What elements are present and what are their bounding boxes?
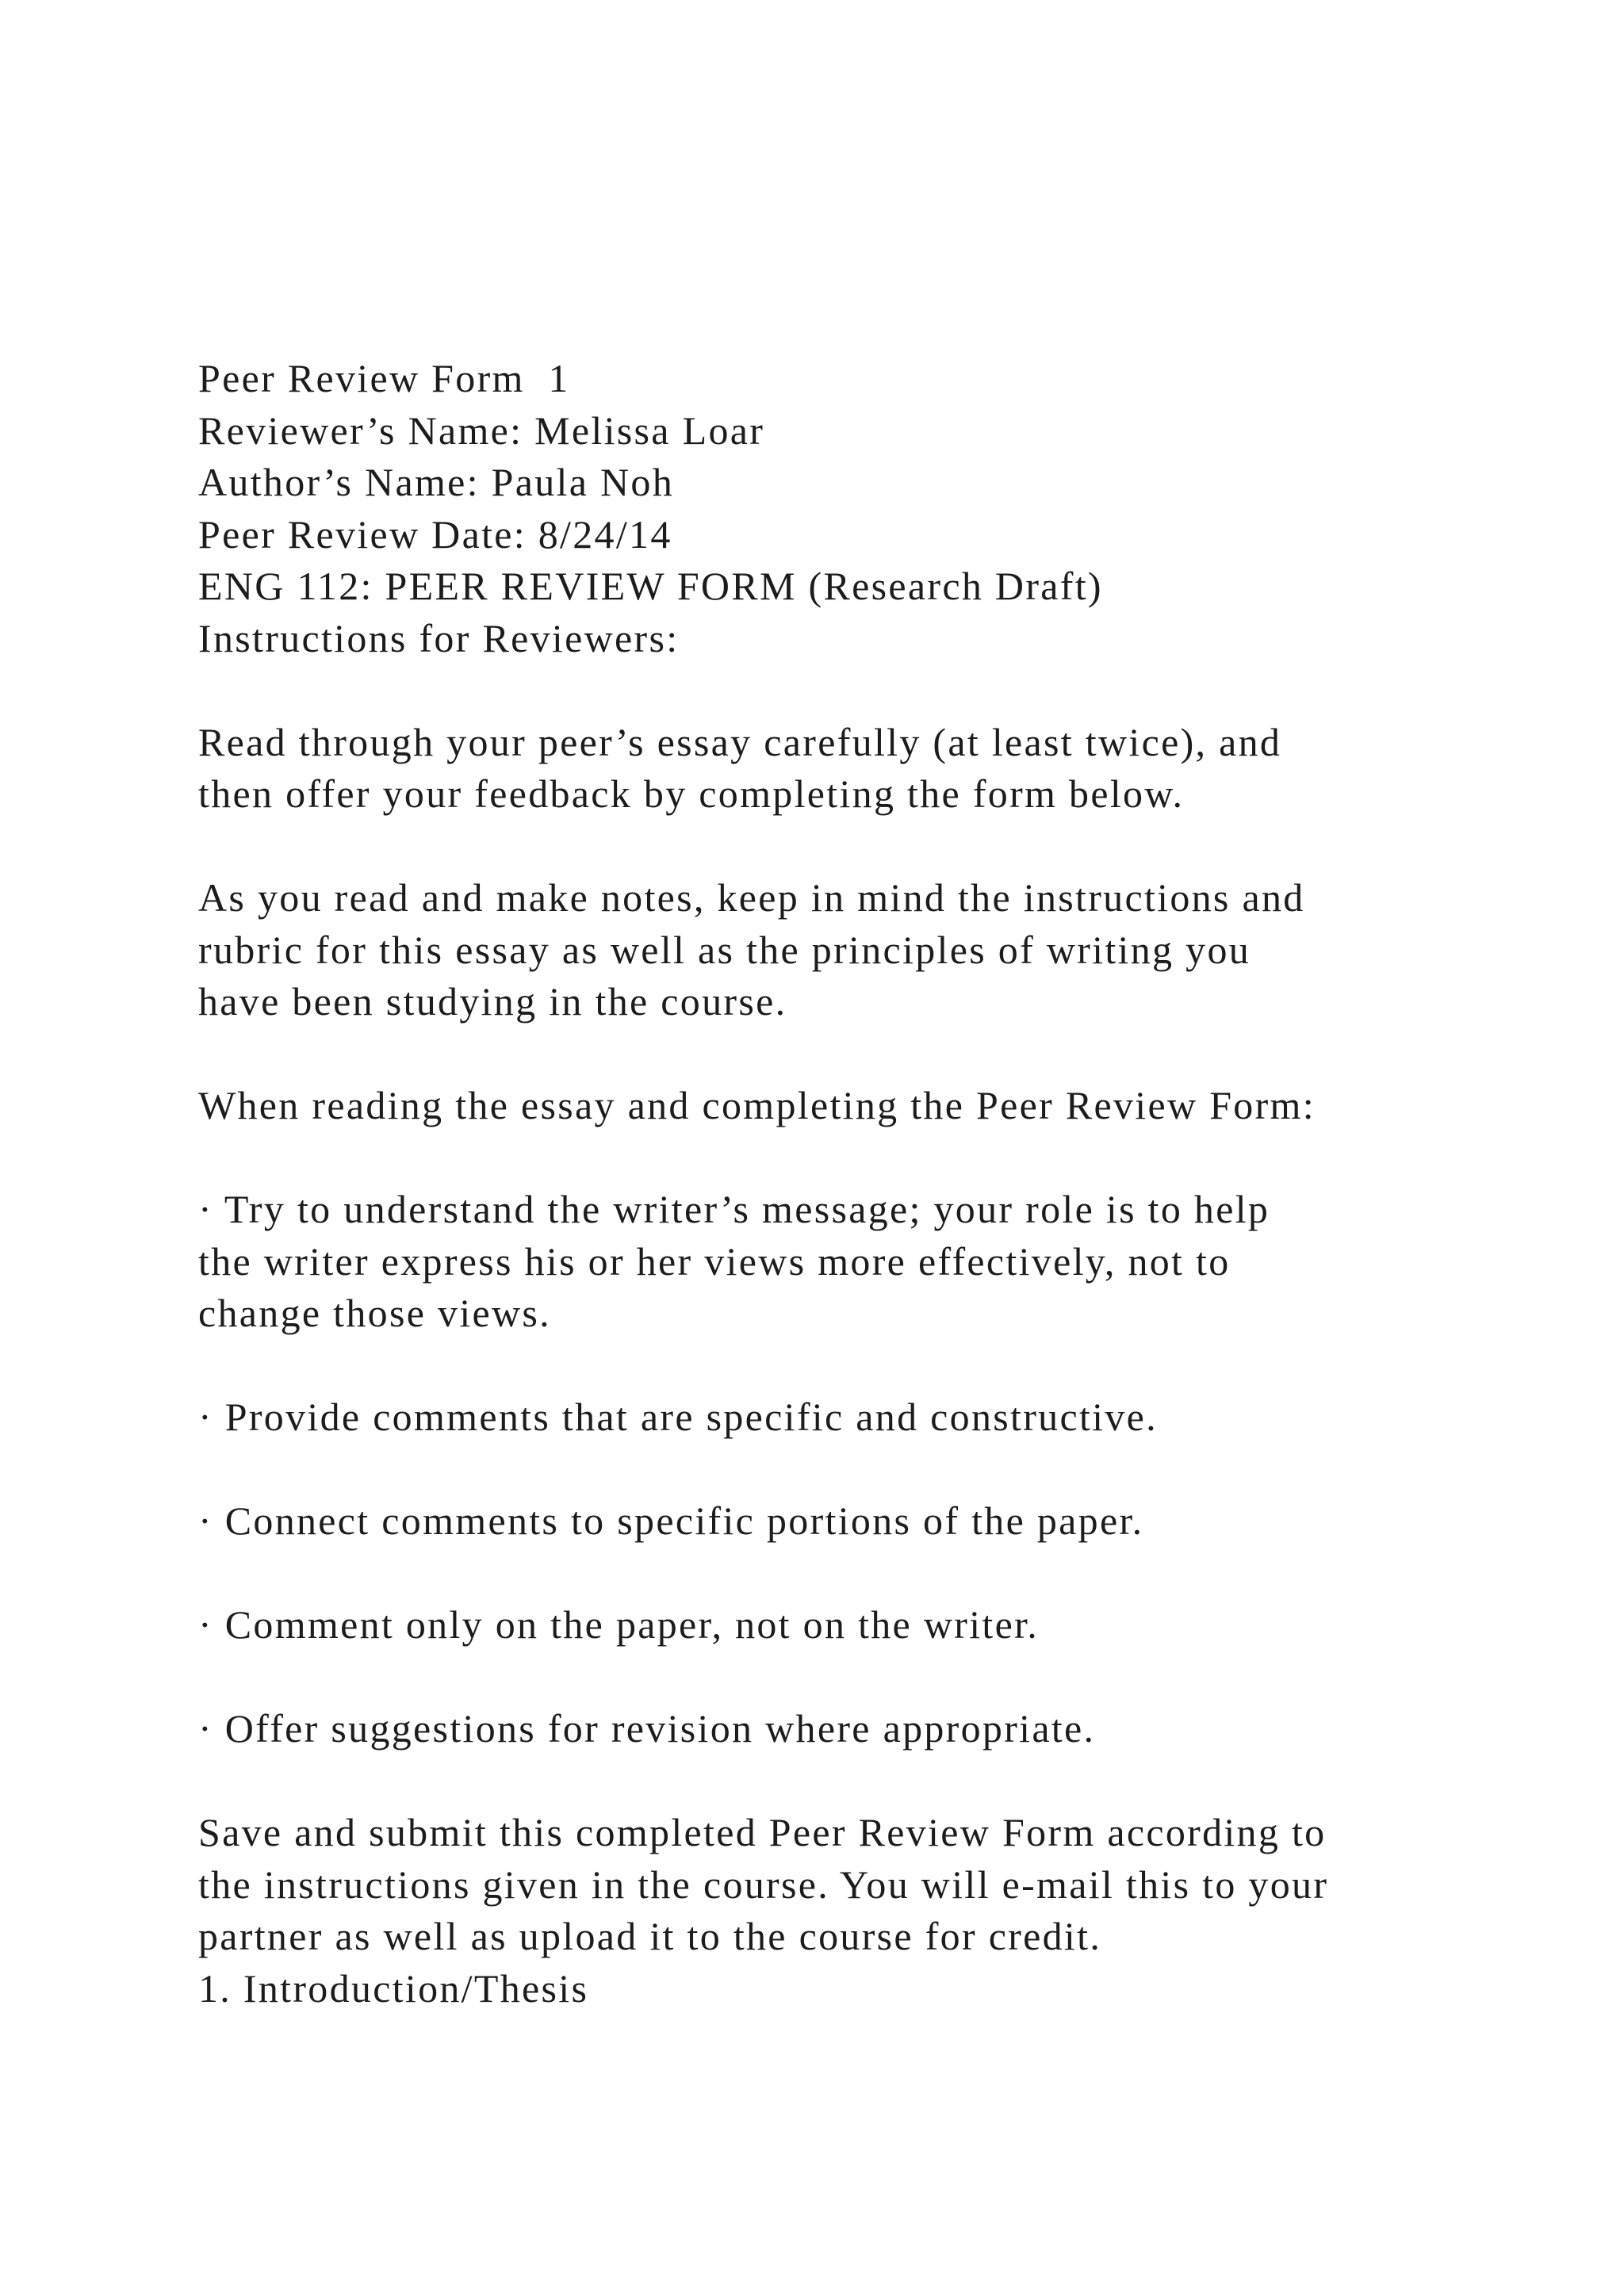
- paragraph-line: have been studying in the course.: [198, 979, 787, 1024]
- paragraph-line: When reading the essay and completing the Peer Review Form:: [198, 1083, 1316, 1127]
- bullet-line: change those views.: [198, 1291, 551, 1335]
- course-form-title: ENG 112: PEER REVIEW FORM (Research Draft): [198, 564, 1103, 608]
- bullet-line: · Provide comments that are specific and constructive.: [198, 1395, 1158, 1439]
- bullet-line: · Comment only on the paper, not on the writer.: [198, 1602, 1040, 1647]
- paragraph-line: then offer your feedback by completing the form below.: [198, 771, 1185, 816]
- section-heading-introduction-thesis: 1. Introduction/Thesis: [198, 1965, 589, 2011]
- bullet-line: · Try to understand the writer’s message; your role is to help: [198, 1187, 1270, 1231]
- paragraph-line: partner as well as upload it to the course for credit.: [198, 1914, 1102, 1958]
- spacer: [198, 1755, 1546, 1808]
- paragraph-as-you-read: [198, 872, 1546, 1028]
- bullet-item-comments: [198, 1391, 1546, 1444]
- paragraph-read-through: [198, 717, 1546, 821]
- spacer: [198, 1444, 1546, 1496]
- spacer: [198, 1132, 1546, 1184]
- bullet-item-comment-paper: [198, 1599, 1546, 1651]
- form-title: Peer Review Form 1: [198, 356, 570, 400]
- bullet-line: · Offer suggestions for revision where appropriate.: [198, 1706, 1096, 1751]
- bullet-line: · Connect comments to specific portions of the paper.: [198, 1498, 1144, 1543]
- paragraph-line: the instructions given in the course. You will e-mail this to your: [198, 1862, 1329, 1907]
- spacer: [198, 1548, 1546, 1600]
- spacer: [198, 821, 1546, 873]
- paragraph-line: Read through your peer’s essay carefully (at least twice), and: [198, 719, 1282, 764]
- spacer: [198, 1651, 1546, 1704]
- bullet-item-understand: [198, 1184, 1546, 1340]
- paragraph-when-reading: [198, 1080, 1546, 1132]
- spacer: [198, 664, 1546, 717]
- instructions-heading: Instructions for Reviewers:: [198, 615, 680, 660]
- spacer: [198, 1028, 1546, 1081]
- bullet-line: the writer express his or her views more effectively, not to: [198, 1238, 1231, 1284]
- paragraph-line: As you read and make notes, keep in mind the instructions and: [198, 875, 1305, 920]
- paragraph-line: Save and submit this completed Peer Review Form according to: [198, 1810, 1327, 1854]
- paragraph-save-submit: [198, 1807, 1546, 1963]
- bullet-item-suggestions: [198, 1703, 1546, 1755]
- author-name: Author’s Name: Paula Noh: [198, 460, 675, 504]
- document-body: [198, 353, 1546, 2015]
- spacer: [198, 1340, 1546, 1392]
- paragraph-line: rubric for this essay as well as the principles of writing you: [198, 927, 1251, 972]
- peer-review-date: Peer Review Date: 8/24/14: [198, 511, 672, 557]
- bullet-item-connect: [198, 1495, 1546, 1548]
- reviewer-name: Reviewer’s Name: Melissa Loar: [198, 408, 765, 453]
